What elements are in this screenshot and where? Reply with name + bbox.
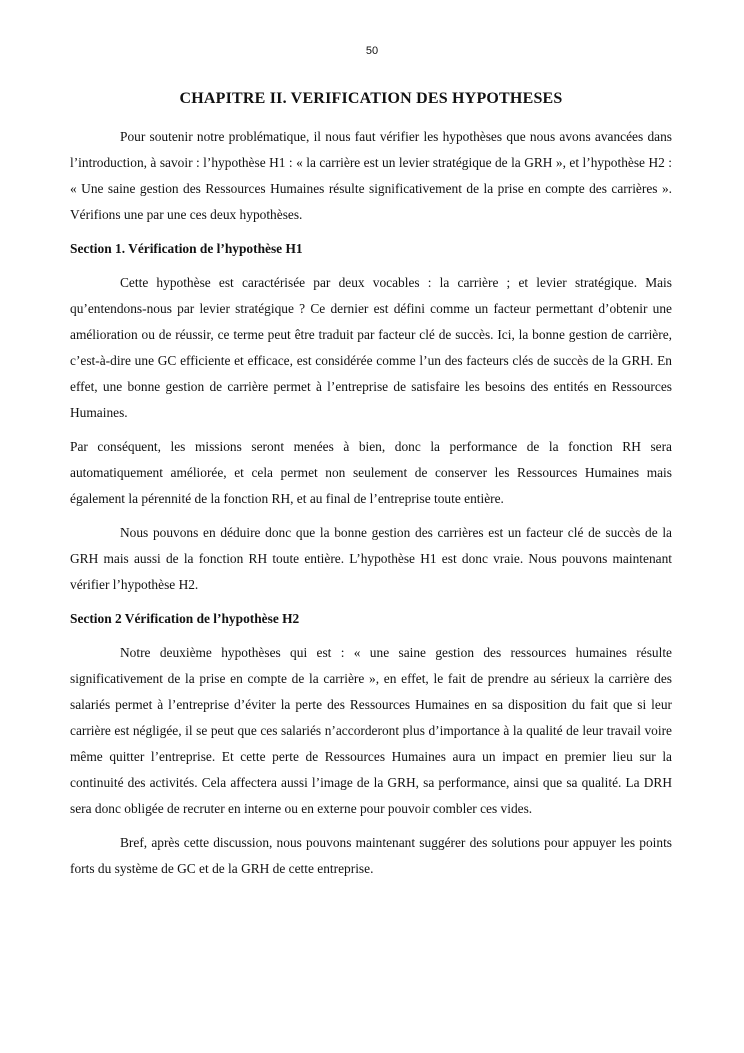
section-1-heading: Section 1. Vérification de l’hypothèse H1 xyxy=(70,241,303,256)
intro-paragraph: Pour soutenir notre problématique, il nous faut vérifier les hypothèses que nous avons avancées dans l’introduction, à savoir : l’hypothèse H1 : « la carrière est un levier stratégique de la GRH », et l’hypothèse H2 : « Une saine gestion des Ressources Humaines résulte significativement de la prise en compte des carrières ». Vérifions une par une ces deux hypothèses. xyxy=(70,129,672,222)
section-2-paragraph-1: Notre deuxième hypothèses qui est : « une saine gestion des ressources humaines résulte significativement de la prise en compte de la carrière », en effet, le fait de prendre au sérieux la carrière des salariés permet à l’entreprise d’éviter la perte des Ressources Humaines en sa disposition du fait que si leur carrière est négligée, il se peut que ces salariés n’accorderont plus d’importance à la qualité de leur travail voire même quitter l’entreprise. Et cette perte de Ressources Humaines aura un impact en premier lieu sur la continuité des activités. Cela affectera aussi l’image de la GRH, sa performance, ainsi que sa qualité. La DRH sera donc obligée de recruter en interne ou en externe pour pouvoir combler ces vides. xyxy=(70,645,672,816)
section-1-paragraph-1: Cette hypothèse est caractérisée par deux vocables : la carrière ; et levier stratégique. Mais qu’entendons-nous par levier stratégique ? Ce dernier est défini comme un facteur permettant d’obtenir une amélioration ou de réussir, ce terme peut être traduit par facteur clé de succès. Ici, la bonne gestion de carrière, c’est-à-dire une GC efficiente et efficace, est considérée comme l’un des facteurs clés de succès de la GRH. En effet, une bonne gestion de carrière permet à l’entreprise de satisfaire les besoins des entités en Ressources Humaines. xyxy=(70,275,672,420)
section-2-heading: Section 2 Vérification de l’hypothèse H2 xyxy=(70,611,300,626)
chapter-title: CHAPITRE II. VERIFICATION DES HYPOTHESES xyxy=(179,90,563,107)
section-2-paragraph-2: Bref, après cette discussion, nous pouvons maintenant suggérer des solutions pour appuyer les points forts du système de GC et de la GRH de cette entreprise. xyxy=(70,835,672,876)
section-1-paragraph-3: Nous pouvons en déduire donc que la bonne gestion des carrières est un facteur clé de succès de la GRH mais aussi de la fonction RH toute entière. L’hypothèse H1 est donc vraie. Nous pouvons maintenant vérifier l’hypothèse H2. xyxy=(70,525,672,592)
page-number: 50 xyxy=(365,45,379,57)
document-body xyxy=(70,86,672,890)
section-1-paragraph-2: Par conséquent, les missions seront menées à bien, donc la performance de la fonction RH sera automatiquement améliorée, et cela permet non seulement de conserver les Ressources Humaines mais également la pérennité de la fonction RH, et au final de l’entreprise toute entière. xyxy=(70,439,672,506)
